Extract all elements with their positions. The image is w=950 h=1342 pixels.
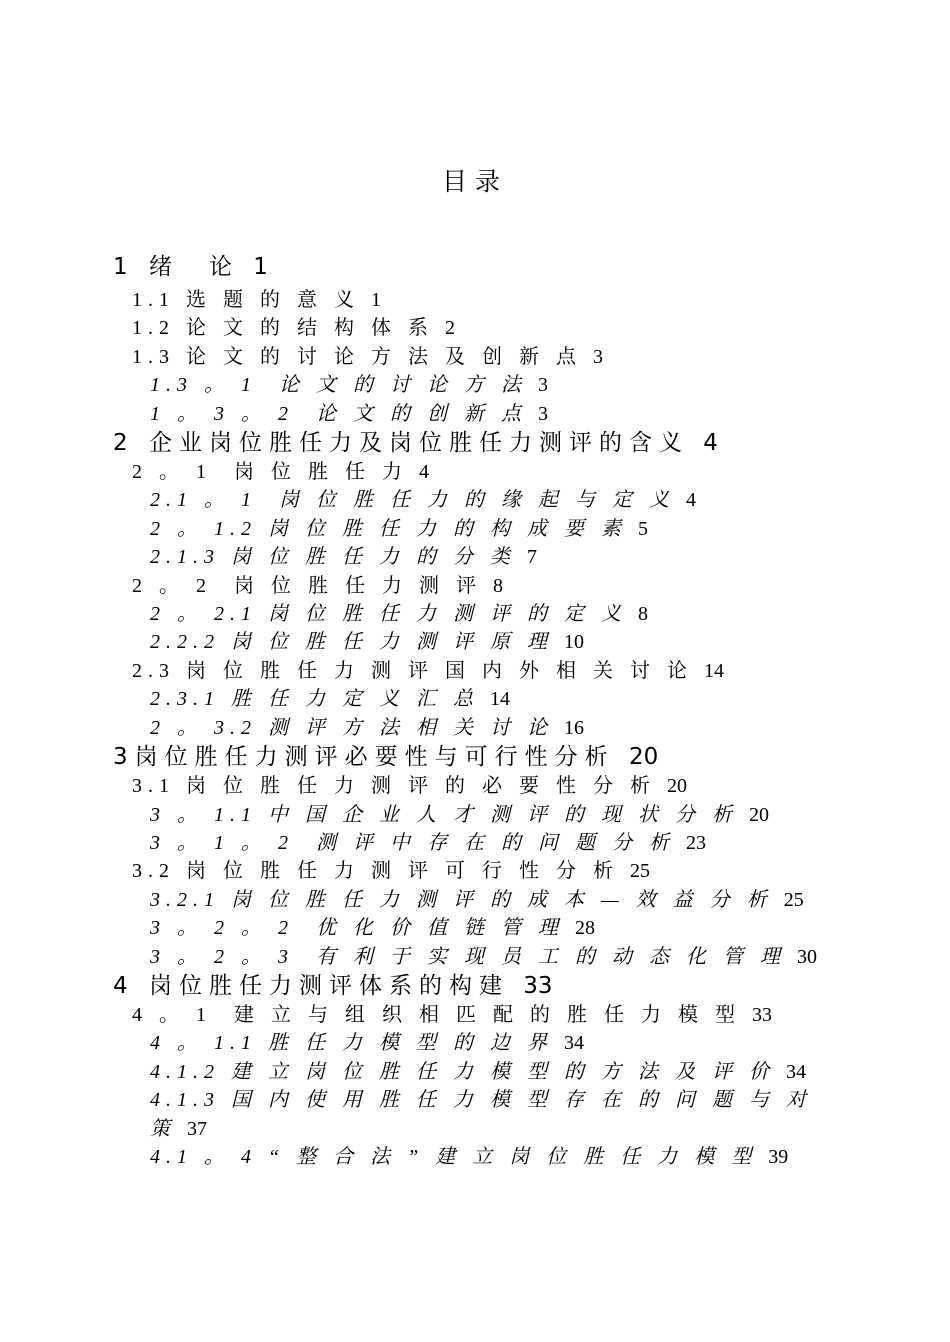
toc-entry-level-3[interactable] <box>113 371 833 399</box>
toc-entry-level-3[interactable] <box>113 600 833 628</box>
toc-entry-level-1[interactable] <box>113 428 833 458</box>
toc-entry-page-number: 20 <box>667 775 687 798</box>
toc-entry-page-number: 28 <box>575 917 595 940</box>
toc-entry-page-number: 5 <box>638 517 648 540</box>
toc-entry-page-number: 1 <box>371 289 381 311</box>
toc-entry-page-number: 25 <box>630 860 650 883</box>
toc-entry-text: 1.3 。 1 论 文 的 讨 论 方 法 <box>150 374 538 397</box>
toc-entry-level-3[interactable] <box>113 1086 833 1143</box>
toc-entry-page-number: 33 <box>752 1003 772 1026</box>
toc-entry-level-1[interactable] <box>113 742 833 772</box>
toc-entry-level-2[interactable] <box>113 772 833 800</box>
toc-entry-page-number: 25 <box>783 888 804 911</box>
toc-entry-page-number: 39 <box>768 1145 789 1168</box>
toc-entry-level-2[interactable] <box>113 1001 833 1029</box>
toc-entry-page-number: 7 <box>527 546 537 569</box>
toc-entry-text: 2.3.1 胜 任 力 定 义 汇 总 <box>150 688 490 711</box>
toc-entry-text: 3 。 2 。 3 有 利 于 实 现 员 工 的 动 态 化 管 理 <box>150 945 797 968</box>
toc-entry-level-3[interactable] <box>113 829 833 857</box>
toc-entry-page-number: 3 <box>538 374 548 397</box>
toc-entry-level-3[interactable] <box>113 943 833 971</box>
toc-entry-page-number: 37 <box>187 1117 207 1140</box>
toc-entry-text: 2 企业岗位胜任力及岗位胜任力测评的含义 <box>113 430 704 457</box>
toc-entry-text: 2 。 1 岗 位 胜 任 力 <box>132 461 419 484</box>
toc-entry-level-2[interactable] <box>113 857 833 885</box>
toc-entry-level-3[interactable] <box>113 685 833 713</box>
toc-entry-page-number: 10 <box>564 631 584 654</box>
toc-entry-level-3[interactable] <box>113 543 833 571</box>
toc-entry-text: 2.1.3 岗 位 胜 任 力 的 分 类 <box>150 546 527 569</box>
toc-entry-text: 3.2 岗 位 胜 任 力 测 评 可 行 性 分 析 <box>132 860 630 883</box>
toc-entry-text: 2.1 。 1 岗 位 胜 任 力 的 缘 起 与 定 义 <box>150 489 686 512</box>
toc-entry-text: 3.1 岗 位 胜 任 力 测 评 的 必 要 性 分 析 <box>132 775 667 798</box>
toc-entry-text: 2.2.2 岗 位 胜 任 力 测 评 原 理 <box>150 631 564 654</box>
toc-entry-page-number: 14 <box>490 688 510 711</box>
toc-entry-text: 4 。 1.1 胜 任 力 模 型 的 边 界 <box>150 1032 564 1055</box>
toc-entry-text: 2 。 2.1 岗 位 胜 任 力 测 评 的 定 义 <box>150 603 638 626</box>
toc-entry-page-number: 4 <box>419 461 429 484</box>
toc-entry-page-number: 34 <box>786 1060 806 1083</box>
toc-entry-page-number: 3 <box>593 345 603 368</box>
toc-entry-page-number: 1 <box>253 254 268 280</box>
toc-entry-level-1[interactable] <box>113 971 833 1001</box>
toc-entry-level-3[interactable] <box>113 1029 833 1057</box>
toc-entry-text: 2 。 2 岗 位 胜 任 力 测 评 <box>132 574 493 597</box>
toc-entry-level-1[interactable] <box>113 252 833 282</box>
toc-entry-text: 2 。 3.2 测 评 方 法 相 关 讨 论 <box>150 716 564 739</box>
toc-entry-page-number: 30 <box>797 945 817 968</box>
table-of-contents <box>113 252 833 1171</box>
toc-entry-level-2[interactable] <box>113 657 833 685</box>
toc-entry-text: 1.2 论 文 的 结 构 体 系 <box>132 317 445 340</box>
toc-entry-level-2[interactable] <box>113 572 833 600</box>
toc-title: 目录 <box>441 167 508 196</box>
toc-entry-text: 3.2.1 岗 位 胜 任 力 测 评 的 成 本 — 效 益 分 析 <box>150 888 784 911</box>
toc-entry-level-3[interactable] <box>113 886 833 914</box>
toc-entry-text: 4 岗位胜任力测评体系的构建 <box>113 972 524 999</box>
toc-entry-level-2[interactable] <box>113 343 833 371</box>
toc-entry-level-2[interactable] <box>113 314 833 342</box>
toc-entry-text: 3岗位胜任力测评必要性与可行性分析 <box>113 744 629 771</box>
toc-entry-page-number: 34 <box>564 1032 584 1055</box>
toc-entry-page-number: 8 <box>493 574 503 597</box>
toc-entry-page-number: 4 <box>686 489 696 512</box>
toc-entry-level-3[interactable] <box>113 400 833 428</box>
toc-entry-text: 1 。 3 。 2 论 文 的 创 新 点 <box>150 402 538 425</box>
toc-entry-level-3[interactable] <box>113 515 833 543</box>
toc-entry-level-3[interactable] <box>113 914 833 942</box>
toc-entry-text: 1.1 选 题 的 意 义 <box>132 289 371 311</box>
toc-entry-text: 4.1.2 建 立 岗 位 胜 任 力 模 型 的 方 法 及 评 价 <box>150 1060 786 1083</box>
toc-entry-page-number: 14 <box>704 659 724 682</box>
toc-entry-text: 2 。 1.2 岗 位 胜 任 力 的 构 成 要 素 <box>150 517 638 540</box>
toc-entry-page-number: 2 <box>445 317 455 340</box>
toc-entry-page-number: 20 <box>628 744 659 771</box>
toc-entry-page-number: 8 <box>638 603 648 626</box>
toc-entry-text: 1 绪 论 <box>113 254 254 280</box>
toc-entry-level-2[interactable] <box>113 458 833 486</box>
toc-entry-text: 4.1 。 4 “ 整 合 法 ” 建 立 岗 位 胜 任 力 模 型 <box>150 1145 769 1168</box>
toc-entry-page-number: 20 <box>749 803 769 826</box>
toc-entry-level-3[interactable] <box>113 714 833 742</box>
toc-entry-page-number: 4 <box>703 430 718 457</box>
toc-entry-level-3[interactable] <box>113 1058 833 1086</box>
toc-entry-text: 3 。 1 。 2 测 评 中 存 在 的 问 题 分 析 <box>150 831 686 854</box>
toc-entry-level-3[interactable] <box>113 628 833 656</box>
toc-entry-page-number: 3 <box>538 402 548 425</box>
toc-entry-text: 4 。 1 建 立 与 组 织 相 匹 配 的 胜 任 力 模 型 <box>132 1003 752 1026</box>
toc-entry-text: 1.3 论 文 的 讨 论 方 法 及 创 新 点 <box>132 345 593 368</box>
toc-entry-level-2[interactable] <box>113 286 833 314</box>
toc-entry-text: 3 。 2 。 2 优 化 价 值 链 管 理 <box>150 917 575 940</box>
toc-entry-page-number: 16 <box>564 716 584 739</box>
toc-entry-text: 3 。 1.1 中 国 企 业 人 才 测 评 的 现 状 分 析 <box>150 803 749 826</box>
toc-entry-level-3[interactable] <box>113 801 833 829</box>
toc-entry-text: 2.3 岗 位 胜 任 力 测 评 国 内 外 相 关 讨 论 <box>132 659 704 682</box>
toc-entry-text: 4.1.3 国 内 使 用 胜 任 力 模 型 存 在 的 问 题 与 对 策 <box>150 1089 823 1140</box>
toc-entry-page-number: 33 <box>523 972 553 999</box>
toc-entry-level-3[interactable] <box>113 486 833 514</box>
toc-entry-page-number: 23 <box>686 831 706 854</box>
toc-entry-level-3[interactable] <box>113 1143 833 1171</box>
